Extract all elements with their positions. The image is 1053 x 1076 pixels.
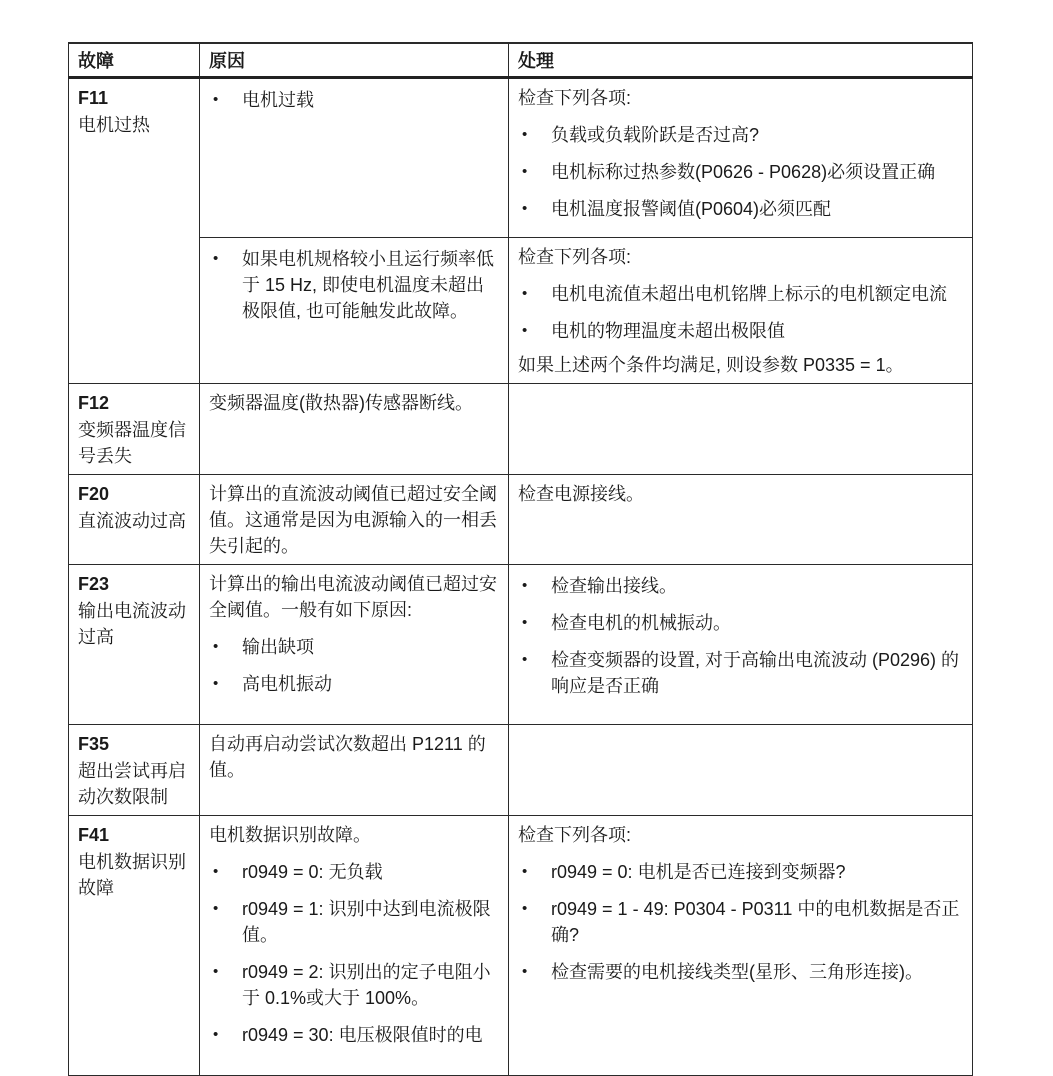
bullet-dot-icon: • [213,675,219,692]
fault-name: 电机过热 [78,115,150,135]
table-row [69,565,973,725]
bullet-text: r0949 = 0: 电机是否已连接到变频器? [551,862,846,882]
bullet-dot-icon: • [522,614,528,631]
bullet-item [209,87,500,113]
bullet-item [209,896,500,948]
fault-name: 变频器温度信号丢失 [78,420,186,466]
bullet-item [518,281,964,307]
bullet-dot-icon: • [522,963,528,980]
fault-code: F35 [78,734,110,754]
fault-code: F20 [78,484,110,504]
bullet-text: r0949 = 0: 无负载 [242,862,383,882]
bullet-item [209,859,500,885]
bullet-item [518,610,964,636]
fault-code: F11 [78,88,109,108]
fault-code: F12 [78,393,110,413]
table-row [69,725,973,816]
bullet-text: 检查变频器的设置, 对于高输出电流波动 (P0296) 的响应是否正确 [551,650,960,696]
bullet-dot-icon: • [522,200,528,217]
cell-intro-text: 计算出的输出电流波动阈值已超过安全阈值。一般有如下原因: [209,574,497,620]
bullet-text: 电机温度报警阈值(P0604)必须匹配 [551,199,832,219]
bullet-dot-icon: • [522,863,528,880]
cell-intro-text: 电机数据识别故障。 [209,825,371,845]
cell-intro-text: 变频器温度(散热器)传感器断线。 [209,393,473,413]
cell-intro-text: 检查电源接线。 [518,484,644,504]
fault-name: 输出电流波动过高 [78,601,186,647]
bullet-text: 检查电机的机械振动。 [551,613,731,633]
bullet-item [209,634,500,660]
bullet-dot-icon: • [213,900,219,917]
bullet-text: 电机标称过热参数(P0626 - P0628)必须设置正确 [551,162,936,182]
bullet-dot-icon: • [213,250,219,267]
fault-cell [69,565,200,725]
bullet-text: 如果电机规格较小且运行频率低于 15 Hz, 即使电机温度未超出极限值, 也可能触发此故障。 [242,249,494,321]
bullet-item [518,573,964,599]
header-cause: 原因 [200,43,509,78]
bullet-text: 检查输出接线。 [551,576,677,596]
remedy-cell [509,78,973,238]
bullet-item [518,959,964,985]
bullet-text: r0949 = 1 - 49: P0304 - P0311 中的电机数据是否正确? [551,899,960,945]
fault-name: 超出尝试再启动次数限制 [78,761,186,807]
bullet-item [518,159,964,185]
cell-intro-text: 检查下列各项: [518,247,632,267]
fault-code: F23 [78,574,110,594]
bullet-dot-icon: • [522,651,528,668]
bullet-text: r0949 = 1: 识别中达到电流极限值。 [242,899,491,945]
bullet-dot-icon: • [213,963,219,980]
fault-cell [69,78,200,384]
bullet-text: 输出缺项 [242,637,314,657]
bullet-text: 电机的物理温度未超出极限值 [551,321,785,341]
remedy-cell [509,384,973,475]
bullet-item [518,859,964,885]
cause-cell [200,238,509,384]
cause-cell [200,565,509,725]
bullet-dot-icon: • [213,863,219,880]
table-row [69,78,973,238]
bullet-item [209,671,500,697]
table-row [69,238,973,384]
bullet-dot-icon: • [213,91,219,108]
bullet-dot-icon: • [522,577,528,594]
cell-intro-text: 自动再启动尝试次数超出 P1211 的值。 [209,734,486,780]
bullet-item [518,122,964,148]
bullet-text: 电机过载 [242,90,314,110]
fault-cell [69,725,200,816]
remedy-cell [509,816,973,1076]
bullet-text: 电机电流值未超出电机铭牌上标示的电机额定电流 [551,284,947,304]
remedy-cell [509,475,973,565]
bullet-text: 检查需要的电机接线类型(星形、三角形连接)。 [551,962,923,982]
bullet-item [518,318,964,344]
bullet-text: 负载或负载阶跃是否过高? [551,125,760,145]
fault-cell [69,475,200,565]
header-remedy: 处理 [509,43,973,78]
bullet-dot-icon: • [213,1026,219,1043]
cause-cell [200,475,509,565]
remedy-cell [509,238,973,384]
bullet-item [518,647,964,699]
table-row [69,384,973,475]
bullet-item [209,959,500,1011]
fault-cell [69,384,200,475]
table-row [69,816,973,1076]
fault-table-header [69,43,973,78]
table-row [69,475,973,565]
bullet-item [518,196,964,222]
cell-intro-text: 检查下列各项: [518,825,632,845]
remedy-cell [509,565,973,725]
cell-intro-text: 检查下列各项: [518,88,632,108]
bullet-text: r0949 = 2: 识别出的定子电阻小于 0.1%或大于 100%。 [242,962,491,1008]
bullet-dot-icon: • [522,322,528,339]
bullet-dot-icon: • [522,285,528,302]
bullet-dot-icon: • [522,900,528,917]
bullet-dot-icon: • [522,163,528,180]
bullet-item [209,246,500,324]
fault-cell [69,816,200,1076]
cause-cell [200,384,509,475]
fault-name: 直流波动过高 [78,511,186,531]
fault-table [68,42,973,1076]
fault-code: F41 [78,825,110,845]
bullet-dot-icon: • [213,638,219,655]
cause-cell [200,816,509,1076]
header-fault: 故障 [69,43,200,78]
fault-table-body [69,78,973,1076]
bullet-item [518,896,964,948]
cause-cell [200,725,509,816]
header-row [69,43,973,78]
fault-name: 电机数据识别故障 [78,852,186,898]
bullet-item [209,1022,500,1048]
cell-intro-text: 计算出的直流波动阈值已超过安全阈值。这通常是因为电源输入的一相丢失引起的。 [209,484,497,556]
bullet-text: r0949 = 30: 电压极限值时的电 [242,1025,483,1045]
cause-cell [200,78,509,238]
remedy-cell [509,725,973,816]
bullet-text: 高电机振动 [242,674,332,694]
cell-footer-text: 如果上述两个条件均满足, 则设参数 P0335 = 1。 [518,355,904,375]
bullet-dot-icon: • [522,126,528,143]
